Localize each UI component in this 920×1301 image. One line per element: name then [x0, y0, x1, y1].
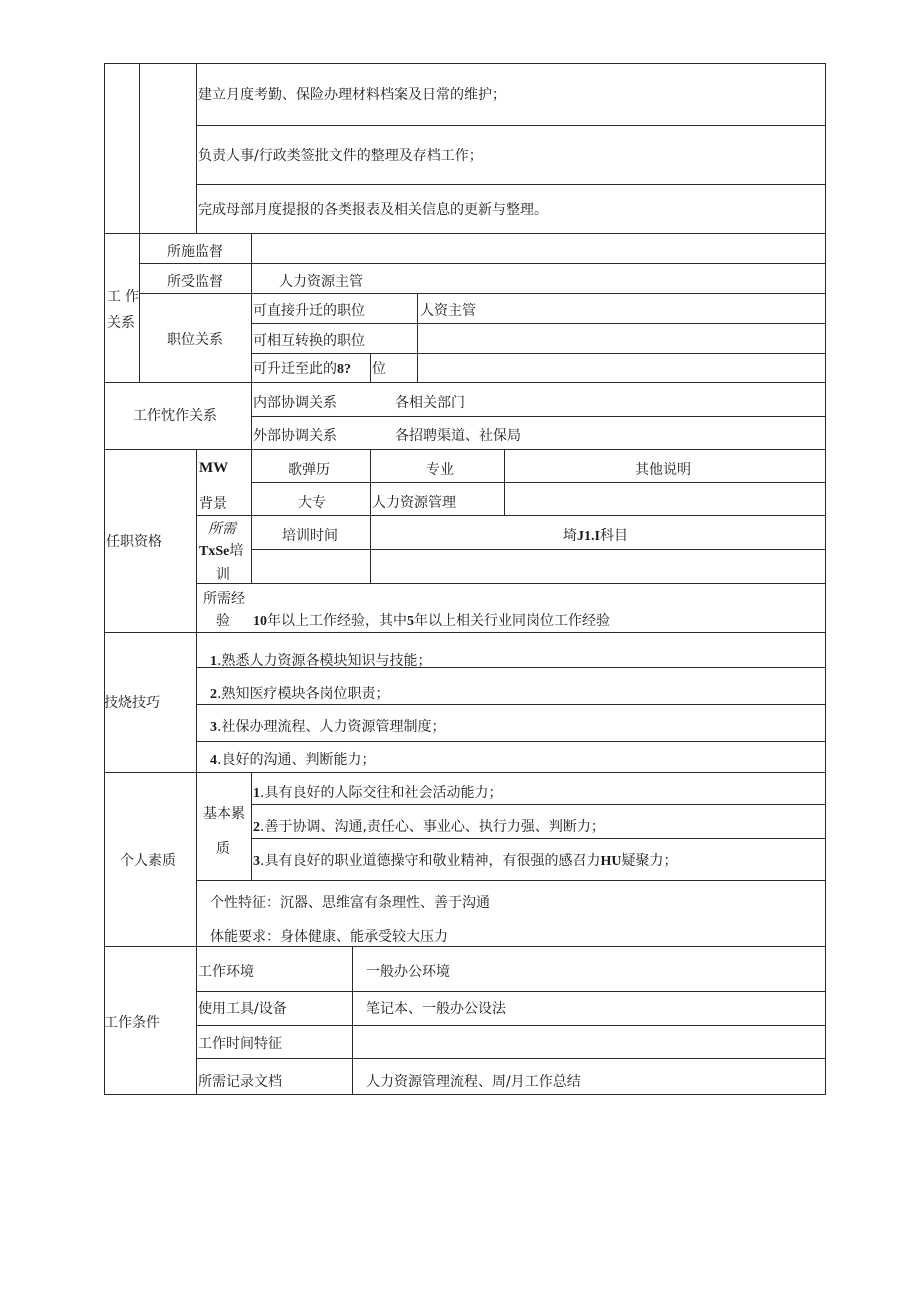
condition-value: 人力资源管理流程、周/月工作总结 [366, 1074, 581, 1090]
qualification-label: 任职资格 [106, 534, 162, 550]
quality-number: 2 [253, 820, 260, 835]
quality-text: .善于协调、沟通,责任心、事业心、执行力强、判断力； [260, 819, 605, 835]
major-header: 专业 [426, 462, 454, 478]
condition-label: 使用工具/设备 [198, 1001, 287, 1017]
skill-item [210, 685, 389, 704]
training-subject-header [563, 527, 628, 546]
supervise-label: 所施监督 [167, 244, 223, 260]
quality-text: .具有良好的职业道德操守和敬业精神，有很强的感召力 [260, 853, 601, 869]
transfer-label: 可相互转换的职位 [253, 333, 365, 349]
training-subject-text: 科目 [599, 528, 628, 544]
duty-item: 建立月度考勤、保险办理材料档案及日常的维护； [198, 87, 506, 103]
external-coordination-label: 外部协调关系 [253, 428, 337, 444]
skill-item [210, 751, 375, 770]
quality-item [253, 818, 605, 837]
internal-coordination-label: 内部协调关系 [253, 395, 337, 411]
quality-garbled: HU [600, 854, 622, 869]
education-label: 背景 [199, 496, 227, 512]
supervised-by-value: 人力资源主管 [279, 274, 363, 290]
condition-value: 笔记本、一般办公设法 [366, 1001, 506, 1017]
conditions-label: 工作条件 [104, 1015, 160, 1031]
degree-value: 大专 [298, 495, 326, 511]
quality-text: .具有良好的人际交往和社会活动能力； [260, 785, 503, 801]
experience-text: 年以上相关行业同岗位工作经验 [414, 613, 610, 629]
cooperation-label: 工作忱作关系 [133, 408, 217, 424]
training-label-garbled: TxSe [199, 544, 230, 559]
training-label [199, 542, 243, 561]
skill-text: .熟知医疗模块各岗位职责； [217, 686, 390, 702]
other-header: 其他说明 [635, 462, 691, 478]
condition-label: 工作时间特征 [198, 1036, 282, 1052]
training-subject-garbled: J1.I [577, 529, 600, 544]
promote-value: 人资主管 [420, 303, 476, 319]
work-relation-label: 工作 [107, 289, 143, 305]
training-label-text: 培 [229, 543, 244, 559]
supervised-by-label: 所受监督 [167, 274, 223, 290]
promote-from-text: 可升迁至此的 [253, 361, 337, 377]
training-time-header: 培训时间 [282, 528, 338, 544]
promote-label: 可直接升迁的职位 [253, 303, 365, 319]
quality-item [253, 852, 677, 871]
training-subject-text: 埼 [563, 528, 577, 544]
education-label: MW [199, 460, 229, 476]
skill-number: 3 [210, 720, 217, 735]
basic-quality-label: 质 [216, 841, 230, 857]
quality-number: 1 [253, 786, 260, 801]
skill-item [210, 652, 431, 671]
quality-number: 3 [253, 854, 260, 869]
degree-header: 歌弹历 [288, 462, 330, 478]
skill-number: 2 [210, 687, 217, 702]
promote-from-label [253, 360, 351, 379]
external-coordination-value: 各招聘渠道、社保局 [395, 428, 521, 444]
experience-value [253, 612, 610, 631]
experience-years: 5 [407, 614, 414, 629]
promote-from-garbled: 8? [337, 362, 351, 377]
physical-requirements: 体能要求：身体健康、能承受较大压力 [210, 929, 448, 945]
personality-traits: 个性特征：沉器、思维富有条理性、善于沟通 [210, 895, 490, 911]
internal-coordination-value: 各相关部门 [395, 395, 465, 411]
experience-label: 所需经 [203, 591, 245, 607]
skill-text: .良好的沟通、判断能力； [217, 752, 376, 768]
experience-label: 验 [216, 613, 230, 629]
position-relation-label: 职位关系 [167, 332, 223, 348]
skill-number: 1 [210, 654, 217, 669]
skills-label: 技烧技巧 [104, 695, 160, 711]
quality-item [253, 784, 502, 803]
condition-label: 工作环境 [198, 964, 254, 980]
experience-text: 年以上工作经验，其中 [267, 613, 407, 629]
condition-label: 所需记录文档 [198, 1074, 282, 1090]
duty-item: 完成母部月度提报的各类报表及相关信息的更新与整理。 [198, 202, 548, 218]
training-label: 所需 [208, 521, 236, 537]
experience-years: 10 [253, 614, 267, 629]
duty-item: 负责人事/行政类签批文件的整理及存档工作； [198, 148, 483, 164]
work-relation-label: 关系 [107, 315, 135, 331]
quality-label: 个人素质 [120, 853, 176, 869]
training-label: 训 [216, 567, 230, 583]
skill-number: 4 [210, 753, 217, 768]
skill-item [210, 718, 445, 737]
skill-text: .熟悉人力资源各模块知识与技能； [217, 653, 432, 669]
major-value: 人力资源管理 [372, 495, 456, 511]
basic-quality-label: 基本累 [203, 806, 245, 822]
skill-text: .社保办理流程、人力资源管理制度； [217, 719, 446, 735]
condition-value: 一般办公环境 [366, 964, 450, 980]
promote-from-suffix: 位 [372, 361, 386, 377]
quality-text: 疑聚力； [621, 853, 678, 869]
